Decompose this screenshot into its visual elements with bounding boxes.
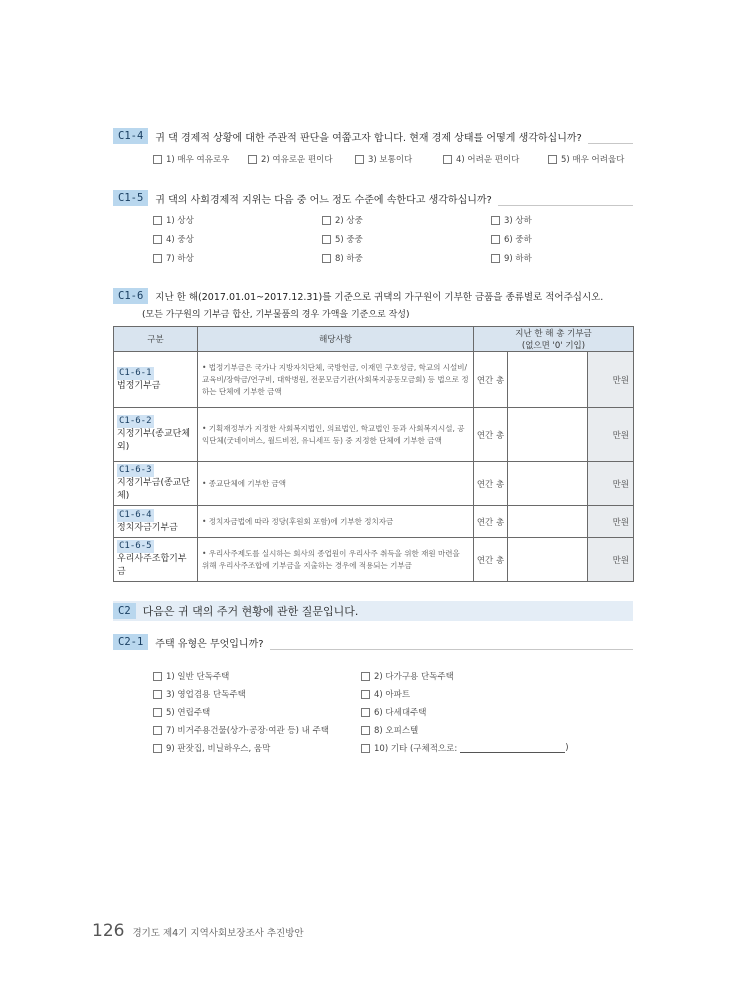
row-name: 지정기부(종교단체 외) — [117, 429, 191, 452]
option-c2-1-5[interactable]: 5) 연립주택 — [153, 706, 210, 718]
checkbox-icon[interactable] — [153, 744, 162, 753]
header-category: 구분 — [114, 327, 198, 352]
row-unit: 만원 — [588, 462, 634, 506]
question-tag: C1-6 — [113, 288, 148, 304]
row-code: C1-6-2 — [119, 416, 152, 426]
table-row — [114, 506, 634, 538]
question-text: 귀 댁 경제적 상황에 대한 주관적 판단을 여쭙고자 합니다. 현재 경제 상태를 어떻게 생각하십니까? — [155, 132, 582, 144]
checkbox-icon[interactable] — [153, 216, 162, 225]
question-c1-5 — [113, 190, 633, 206]
header-amount: 지난 한 해 총 기부금 (없으면 '0' 기입) — [474, 327, 634, 352]
table-header-row — [114, 327, 634, 352]
row-unit: 만원 — [588, 538, 634, 582]
option-c1-5-6[interactable]: 6) 중하 — [491, 233, 532, 245]
option-c1-5-9[interactable]: 9) 하하 — [491, 252, 532, 264]
row-name: 우리사주조합기부금 — [117, 554, 187, 577]
amount-input[interactable] — [508, 408, 588, 462]
amount-input[interactable] — [508, 462, 588, 506]
option-c1-5-5[interactable]: 5) 중중 — [322, 233, 363, 245]
checkbox-icon[interactable] — [361, 708, 370, 717]
question-text: 귀 댁의 사회경제적 지위는 다음 중 어느 정도 수준에 속한다고 생각하십니까? — [155, 194, 492, 206]
question-text: 주택 유형은 무엇입니까? — [155, 638, 264, 650]
checkbox-icon[interactable] — [361, 744, 370, 753]
checkbox-icon[interactable] — [355, 155, 364, 164]
row-category — [114, 408, 198, 462]
row-name: 정치자금기부금 — [117, 522, 178, 533]
table-row — [114, 462, 634, 506]
row-description: • 정치자금법에 따라 정당(후원회 포함)에 기부한 정치자금 — [198, 506, 474, 538]
row-period: 연간 총 — [474, 462, 508, 506]
row-period: 연간 총 — [474, 352, 508, 408]
question-c1-6 — [113, 288, 631, 304]
checkbox-icon[interactable] — [443, 155, 452, 164]
option-c2-1-7[interactable]: 7) 비거주용건물(상가·공장·여관 등) 내 주택 — [153, 724, 329, 736]
option-c1-4-1[interactable]: 1) 매우 여유로우 — [153, 153, 229, 165]
checkbox-icon[interactable] — [153, 235, 162, 244]
question-tag: C1-5 — [113, 190, 148, 206]
option-c1-4-3[interactable]: 3) 보통이다 — [355, 153, 412, 165]
option-c2-1-3[interactable]: 3) 영업겸용 단독주택 — [153, 688, 246, 700]
checkbox-icon[interactable] — [322, 216, 331, 225]
section-title: 다음은 귀 댁의 주거 현황에 관한 질문입니다. — [142, 605, 359, 618]
option-c1-5-8[interactable]: 8) 하중 — [322, 252, 363, 264]
row-category — [114, 538, 198, 582]
row-category — [114, 462, 198, 506]
section-c2-header — [113, 601, 633, 621]
row-category — [114, 506, 198, 538]
option-c1-5-2[interactable]: 2) 상중 — [322, 214, 363, 226]
row-code: C1-6-1 — [119, 367, 152, 378]
donation-table — [113, 326, 634, 582]
option-c2-1-4[interactable]: 4) 아파트 — [361, 688, 410, 700]
table-row — [114, 352, 634, 408]
row-code: C1-6-3 — [119, 465, 152, 475]
row-code: C1-6-5 — [119, 541, 152, 551]
row-unit: 만원 — [588, 408, 634, 462]
checkbox-icon[interactable] — [153, 254, 162, 263]
option-c2-1-2[interactable]: 2) 다가구용 단독주택 — [361, 670, 454, 682]
checkbox-icon[interactable] — [322, 235, 331, 244]
option-c1-4-2[interactable]: 2) 여유로운 편이다 — [248, 153, 333, 165]
question-text: 지난 한 해(2017.01.01~2017.12.31)를 기준으로 귀댁의 가구원이 기부한 금품을 종류별로 적어주십시오. — [155, 292, 604, 303]
checkbox-icon[interactable] — [153, 708, 162, 717]
checkbox-icon[interactable] — [248, 155, 257, 164]
row-period: 연간 총 — [474, 408, 508, 462]
option-c1-4-4[interactable]: 4) 어려운 편이다 — [443, 153, 519, 165]
row-description: • 기획재정부가 지정한 사회복지법인, 의료법인, 학교법인 등과 사회복지시설, 공익단체(굿네이버스, 월드비전, 유니세프 등) 중 지정한 단체에 기부한 금액 — [198, 408, 474, 462]
question-tag: C2-1 — [113, 634, 148, 650]
checkbox-icon[interactable] — [361, 726, 370, 735]
option-c2-1-8[interactable]: 8) 오피스텔 — [361, 724, 418, 736]
question-note: (모든 가구원의 기부금 합산, 기부물품의 경우 가액을 기준으로 작성) — [142, 310, 410, 320]
option-c2-1-9[interactable]: 9) 판잣집, 비닐하우스, 움막 — [153, 742, 270, 754]
option-c1-5-1[interactable]: 1) 상상 — [153, 214, 194, 226]
checkbox-icon[interactable] — [491, 235, 500, 244]
section-tag: C2 — [113, 603, 136, 619]
checkbox-icon[interactable] — [361, 672, 370, 681]
checkbox-icon[interactable] — [153, 672, 162, 681]
row-period: 연간 총 — [474, 506, 508, 538]
row-description: • 종교단체에 기부한 금액 — [198, 462, 474, 506]
amount-input[interactable] — [508, 506, 588, 538]
row-category — [114, 352, 198, 408]
checkbox-icon[interactable] — [153, 155, 162, 164]
checkbox-icon[interactable] — [361, 690, 370, 699]
row-period: 연간 총 — [474, 538, 508, 582]
row-code: C1-6-4 — [119, 509, 152, 520]
amount-input[interactable] — [508, 352, 588, 408]
option-c1-4-5[interactable]: 5) 매우 어려웁다 — [548, 153, 624, 165]
divider — [498, 205, 633, 206]
option-c2-1-6[interactable]: 6) 다세대주택 — [361, 706, 426, 718]
table-row — [114, 538, 634, 582]
option-c2-1-1[interactable]: 1) 일반 단독주택 — [153, 670, 229, 682]
checkbox-icon[interactable] — [322, 254, 331, 263]
option-c2-1-10[interactable]: 10) 기타 (구체적으로: ) — [361, 742, 569, 754]
divider — [588, 143, 633, 144]
table-row — [114, 408, 634, 462]
header-description: 해당사항 — [198, 327, 474, 352]
row-unit: 만원 — [588, 352, 634, 408]
row-unit: 만원 — [588, 506, 634, 538]
checkbox-icon[interactable] — [548, 155, 557, 164]
option-c1-5-4[interactable]: 4) 중상 — [153, 233, 194, 245]
checkbox-icon[interactable] — [153, 726, 162, 735]
option-c1-5-3[interactable]: 3) 상하 — [491, 214, 532, 226]
question-tag: C1-4 — [113, 128, 148, 144]
row-description: • 법정기부금은 국가나 지방자치단체, 국방헌금, 이재민 구호성금, 학교의 시설비/교육비/장학금/연구비, 대학병원, 전문모금기관(사회복지공동모금회) 등 법으로 정하는 단체에 기부한 금액 — [198, 352, 474, 408]
checkbox-icon[interactable] — [491, 216, 500, 225]
option-c1-5-7[interactable]: 7) 하상 — [153, 252, 194, 264]
question-c2-1 — [113, 634, 633, 650]
divider — [270, 649, 633, 650]
checkbox-icon[interactable] — [153, 690, 162, 699]
page-number: 126 — [92, 921, 125, 941]
page-footer — [92, 921, 304, 941]
other-text-input[interactable] — [460, 743, 565, 753]
footer-title: 경기도 제4기 지역사회보장조사 추진방안 — [132, 928, 304, 939]
row-description: • 우리사주제도를 실시하는 회사의 종업원이 우리사주 취득을 위한 재원 마련을 위해 우리사주조합에 기부금을 지출하는 경우에 적용되는 기부금 — [198, 538, 474, 582]
checkbox-icon[interactable] — [491, 254, 500, 263]
row-name: 법정기부금 — [117, 380, 161, 391]
question-c1-4 — [113, 128, 633, 144]
row-name: 지정기부금(종교단체) — [117, 478, 191, 501]
amount-input[interactable] — [508, 538, 588, 582]
